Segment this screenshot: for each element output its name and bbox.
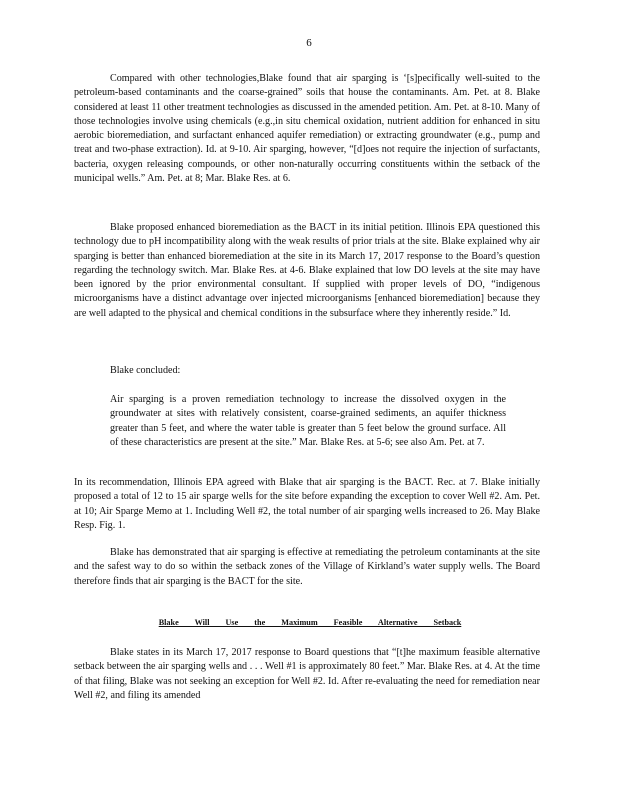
paragraph-air-sparging-comparison [74,72,540,186]
paragraph-setback [74,646,540,703]
paragraph-text: Blake concluded: [110,365,181,376]
paragraph-bioremediation [74,221,540,321]
section-heading: Blake Will Use the Maximum Feasible Alternative Setback [158,618,462,627]
paragraph-bact-finding [74,546,540,589]
paragraph-text: Compared with other technologies,Blake found that air sparging is ‘[s]pecifically well-suited to the petroleum-based contaminants and the coarse-grained” soils that house the contaminants. Am. Pet. at 8. Blake considered at least 11 other treatment technologies as discussed in the amended petition. Am. Pet. at 8-10. Many of those technologies involve using chemicals (e.g.,in situ chemical oxidation, nutrient addition for enhanced in situ aerobic bioremediation, and surfactant enhanced aquifer remediation) or extracting groundwater (e.g., pump and treat and two-phase extraction). Id. at 9-10. Air sparging, however, “[d]oes not require the injection of surfactants, bacteria, oxygen releasing compounds, or other non-naturally occurring constituents within the setback of the municipal wells.” Am. Pet. at 8; Mar. Blake Res. at 6. [74,73,540,185]
paragraph-recommendation [74,476,540,533]
paragraph-text: In its recommendation, Illinois EPA agreed with Blake that air sparging is the BACT. Rec. at 7. Blake initially proposed a total of 12 to 15 air sparge wells for the site before expanding the exception to cover Well #2. Am. Pet. at 10; Air Sparge Memo at 1. Including Well #2, the total number of air sparging wells increased to 26. May Blake Resp. Fig. 1. [74,477,540,531]
block-quote [110,393,506,450]
quote-text: Air sparging is a proven remediation technology to increase the dissolved oxygen in the groundwater at sites with relatively consistent, coarse-grained sediments, an aquifer thickness greater than 5 feet, and where the water table is greater than 5 feet below the ground surface. All of these characteristics are present at the site.” Mar. Blake Res. at 5-6; see also Am. Pet. at 7. [110,394,506,448]
page-number: 6 [306,37,312,49]
paragraph-text: Blake states in its March 17, 2017 response to Board questions that “[t]he maximum feasible alternative setback between the air sparging wells and . . . Well #1 is approximately 80 feet.” Mar. Blake Res. at 4. At the time of that filing, Blake was not seeking an exception for Well #2. Id. After re-evaluating the need for remediation near Well #2, and filing its amended [74,647,540,701]
paragraph-text: Blake proposed enhanced bioremediation as the BACT in its initial petition. Illinois EPA questioned this technology due to pH incompatibility along with the weak results of prior trials at the site. Blake explained why air sparging is better than enhanced bioremediation at the site in its March 17, 2017 response to the Board’s question regarding the technology switch. Mar. Blake Res. at 4-6. Blake explained that low DO levels at the site may have been ignored by the prior environmental consultant. If supplied with proper levels of DO, “indigenous microorganisms have a distinct advantage over injected microorganisms [enhanced bioremediation] because they are well adapted to the physical and chemical conditions in the subsurface where they inherently reside.” Id. [74,222,540,319]
paragraph-text: Blake has demonstrated that air sparging is effective at remediating the petroleum contaminants at the site and the safest way to do so within the setback zones of the Village of Kirkland’s water supply wells. The Board therefore finds that air sparging is the BACT for the site. [74,547,540,587]
paragraph-blake-concluded [74,364,540,378]
